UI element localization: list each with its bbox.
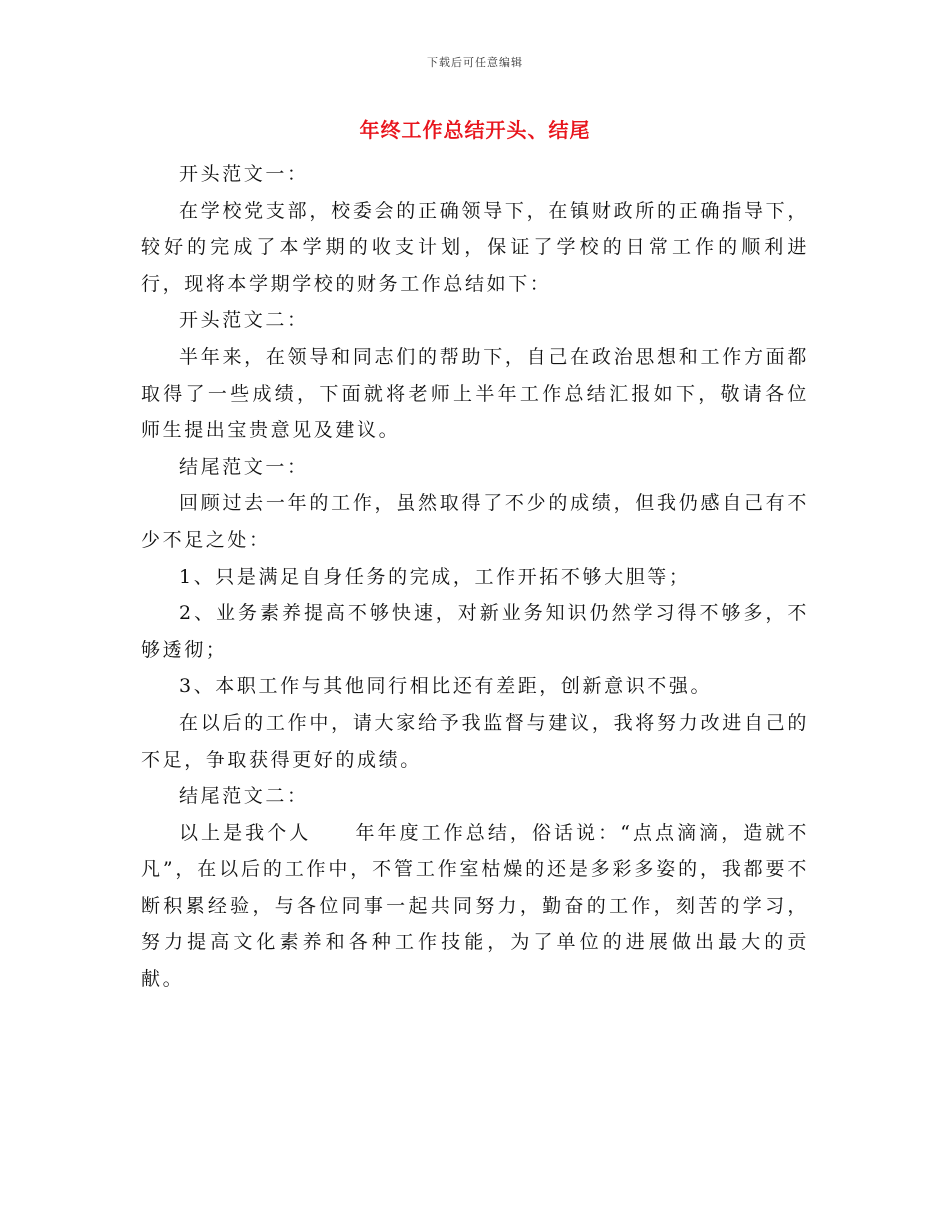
heading-closing-sample-1: 结尾范文一：: [179, 455, 309, 478]
heading-closing-sample-2: 结尾范文二：: [179, 785, 309, 808]
paragraph-opening-2: 半年来，在领导和同志们的帮助下，自己在政治思想和工作方面都取得了一些成绩，下面就将老师上半年工作总结汇报如下，敬请各位师生提出宝贵意见及建议。: [141, 345, 809, 442]
heading-opening-sample-1: 开头范文一：: [179, 163, 309, 185]
paragraph-closing-1-intro: 回顾过去一年的工作，虽然取得了不少的成绩，但我仍感自己有不少不足之处：: [141, 492, 809, 551]
document-title: 年终工作总结开头、结尾: [359, 118, 591, 142]
document-body: [141, 156, 809, 998]
list-item-3: 3、本职工作与其他同行相比还有差距，创新意识不强。: [179, 675, 713, 698]
list-item-1: 1、只是满足自身任务的完成，工作开拓不够大胆等；: [179, 565, 691, 588]
header-note: 下载后可任意编辑: [427, 56, 523, 69]
paragraph-closing-2: 以上是我个人 年年度工作总结，俗话说：“点点滴滴，造就不凡”，在以后的工作中，不管工作室枯燥的还是多彩多姿的，我都要不断积累经验，与各位同事一起共同努力，勤奋的工作，刻苦的学习，努力提高文化素养和各种工作技能，为了单位的进展做出最大的贡献。: [141, 821, 809, 991]
paragraph-opening-1: 在学校党支部，校委会的正确领导下，在镇财政所的正确指导下，较好的完成了本学期的收支计划，保证了学校的日常工作的顺利进行，现将本学期学校的财务工作总结如下：: [141, 199, 809, 295]
paragraph-closing-1-end: 在以后的工作中，请大家给予我监督与建议，我将努力改进自己的不足，争取获得更好的成绩。: [141, 711, 809, 771]
heading-opening-sample-2: 开头范文二：: [179, 309, 309, 332]
list-item-2: 2、业务素养提高不够快速，对新业务知识仍然学习得不够多，不够透彻；: [141, 602, 809, 661]
